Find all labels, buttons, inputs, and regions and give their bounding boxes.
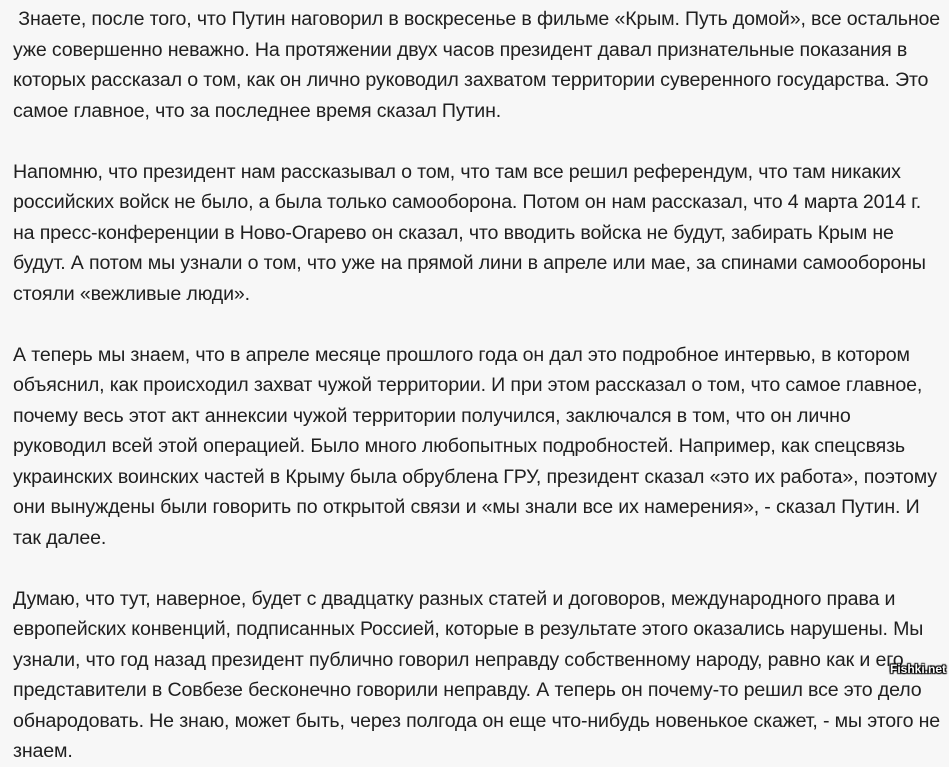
article-text [13, 4, 943, 767]
watermark-logo: Fishki.net [889, 662, 946, 676]
paragraph-1: Знаете, после того, что Путин наговорил в воскресенье в фильме «Крым. Путь домой», все остальное уже совершенно неважно. На протяжении двух часов президент давал признательные показания в которых рассказал о том, как он лично руководил захватом территории суверенного государства. Это самое главное, что за последнее время сказал Путин. [13, 8, 941, 122]
paragraph-2: Напомню, что президент нам рассказывал о том, что там все решил референдум, что там никаких российских войск не было, а была только самооборона. Потом он нам рассказал, что 4 марта 2014 г. на пресс-конференции в Ново-Огарево он сказал, что вводить войска не будут, забирать Крым не будут. А потом мы узнали о том, что уже на прямой лини в апреле или мае, за спинами самообороны стояли «вежливые люди». [13, 160, 926, 305]
paragraph-3: А теперь мы знаем, что в апреле месяце прошлого года он дал это подробное интервью, в котором объяснил, как происходил захват чужой территории. И при этом рассказал о том, что самое главное, почему весь этот акт аннексии чужой территории получился, заключался в том, что он лично руководил всей этой операцией. Было много любопытных подробностей. Например, как спецсвязь украинских воинских частей в Крыму была обрублена ГРУ, президент сказал «это их работа», поэтому они вынуждены были говорить по открытой связи и «мы знали все их намерения», - сказал Путин. И так далее. [13, 343, 937, 549]
paragraph-4: Думаю, что тут, наверное, будет с двадцатку разных статей и договоров, международного права и европейских конвенций, подписанных Россией, которые в результате этого оказались нарушены. Мы узнали, что год назад президент публично говорил неправду собственному народу, равно как и его представители в Совбезе бесконечно говорили неправду. А теперь он почему-то решил все это дело обнародовать. Не знаю, может быть, через полгода он еще что-нибудь новенькое скажет, - мы этого не знаем. [13, 587, 941, 762]
